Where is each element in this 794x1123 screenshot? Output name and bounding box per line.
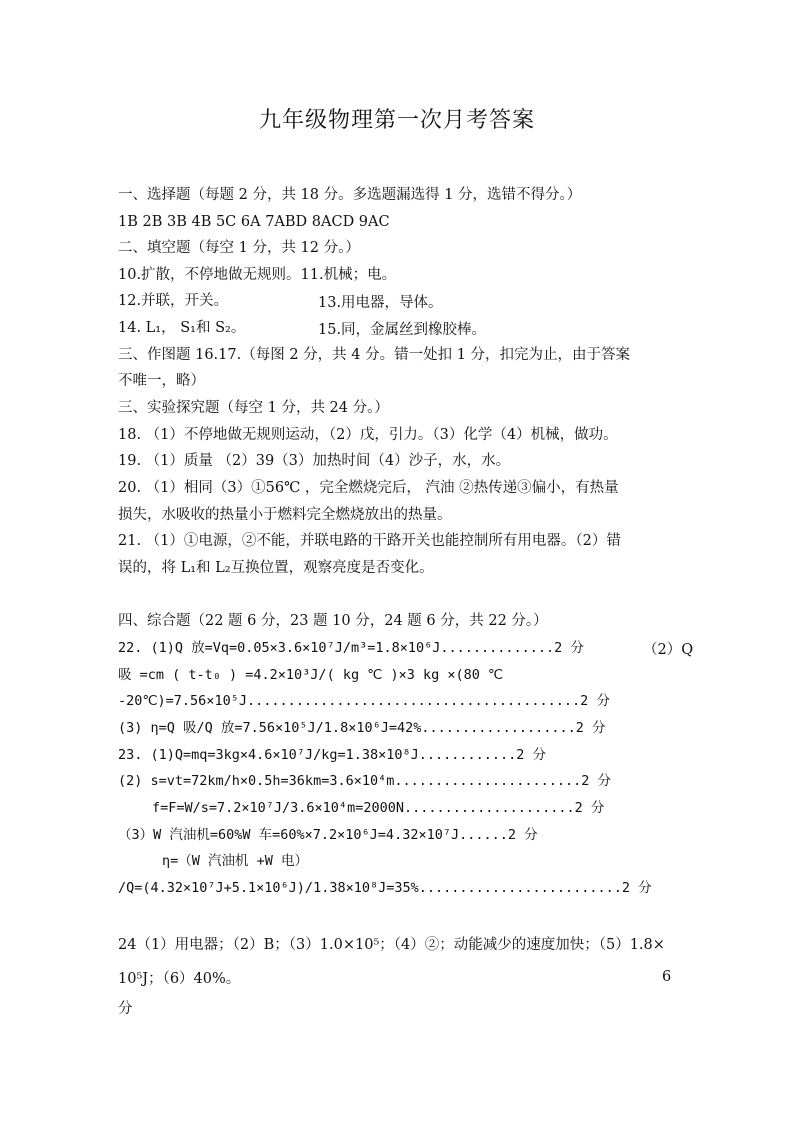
section-fill-header: 二、填空题（每空 1 分，共 12 分。） bbox=[118, 240, 360, 256]
answer-q15: 15.同，金属丝到橡胶棒。 bbox=[318, 322, 487, 338]
section-experiment-header: 三、实验探究题（每空 1 分，共 24 分。） bbox=[118, 400, 389, 416]
answer-q21-cont: 误的，将 L₁和 L₂互换位置，观察亮度是否变化。 bbox=[118, 560, 434, 576]
answer-q23-1: 23. (1)Q=mq=3kg×4.6×10⁷J/kg=1.38×10⁸J............2 分 bbox=[118, 747, 547, 763]
answer-q13: 13.用电器，导体。 bbox=[318, 295, 443, 311]
answer-q10-11: 10.扩散，不停地做无规则。11.机械；电。 bbox=[118, 267, 397, 283]
answer-q23-3-formula: η=（W 汽油机 +W 电） bbox=[162, 853, 309, 869]
answer-q20: 20. （1）相同（3）①56℃ ，完全燃烧完后， 汽油 ②热传递③偏小，有热量 bbox=[118, 480, 619, 496]
page-title: 九年级物理第一次月考答案 bbox=[258, 108, 535, 133]
section-comprehensive-header: 四、综合题（22 题 6 分，23 题 10 分，24 题 6 分，共 22 分。） bbox=[118, 613, 548, 629]
answer-q18: 18. （1）不停地做无规则运动，（2）戊，引力。（3）化学（4）机械，做功。 bbox=[118, 427, 618, 443]
section-drawing-header-cont: 不唯一，略） bbox=[118, 373, 205, 389]
section-choice-header: 一、选择题（每题 2 分，共 18 分。多选题漏选得 1 分，选错不得分。） bbox=[118, 187, 582, 203]
answer-q24: 24（1）用电器；（2）B；（3）1.0×10⁵；（4）②；动能减少的速度加快；（5）1.8× bbox=[118, 937, 665, 953]
choice-answers: 1B 2B 3B 4B 5C 6A 7ABD 8ACD 9AC bbox=[118, 214, 390, 230]
answer-q22-1: 22. (1)Q 放=Vq=0.05×3.6×10⁷J/m³=1.8×10⁶J..............2 分 bbox=[118, 640, 584, 656]
answer-q23-2: (2) s=vt=72km/h×0.5h=36km=3.6×10⁴m.......................2 分 bbox=[118, 773, 612, 789]
answer-q22-2-cont: -20℃)=7.56×10⁵J.........................................2 分 bbox=[118, 693, 610, 709]
section-drawing-header: 三、作图题 16.17.（每图 2 分，共 4 分。错一处扣 1 分，扣完为止，由于答案 bbox=[118, 347, 631, 363]
answer-q23-3: （3）W 汽油机=60%W 车=60%×7.2×10⁶J=4.32×10⁷J......2 分 bbox=[118, 827, 538, 843]
answer-q21: 21. （1）①电源，②不能，并联电路的干路开关也能控制所有用电器。（2）错 bbox=[118, 533, 621, 549]
answer-q22-2: 吸 =cm ( t-t₀ ) =4.2×10³J/( kg ℃ )×3 kg ×(80 ℃ bbox=[118, 667, 504, 683]
answer-q23-2-cont: f=F=W/s=7.2×10⁷J/3.6×10⁴m=2000N.....................2 分 bbox=[152, 800, 605, 816]
answer-q12: 12.并联，开关。 bbox=[118, 293, 229, 309]
answer-q14: 14. L₁， S₁和 S₂。 bbox=[118, 320, 246, 336]
answer-q22-3: (3) η=Q 吸/Q 放=7.56×10⁵J/1.8×10⁶J=42%...................2 分 bbox=[118, 720, 606, 736]
answer-q22-2-start: （2）Q bbox=[643, 642, 694, 658]
answer-q24-cont: 10⁵J；（6）40%。 bbox=[118, 971, 241, 987]
answer-q20-cont: 损失，水吸收的热量小于燃料完全燃烧放出的热量。 bbox=[118, 507, 452, 523]
answer-q24-score: 6 bbox=[662, 969, 672, 985]
answer-q24-unit: 分 bbox=[118, 1001, 133, 1017]
answer-q23-3-cont: /Q=(4.32×10⁷J+5.1×10⁶J)/1.38×10⁸J=35%.........................2 分 bbox=[118, 880, 652, 896]
answer-q19: 19. （1）质量 （2）39（3）加热时间（4）沙子，水，水。 bbox=[118, 453, 511, 469]
